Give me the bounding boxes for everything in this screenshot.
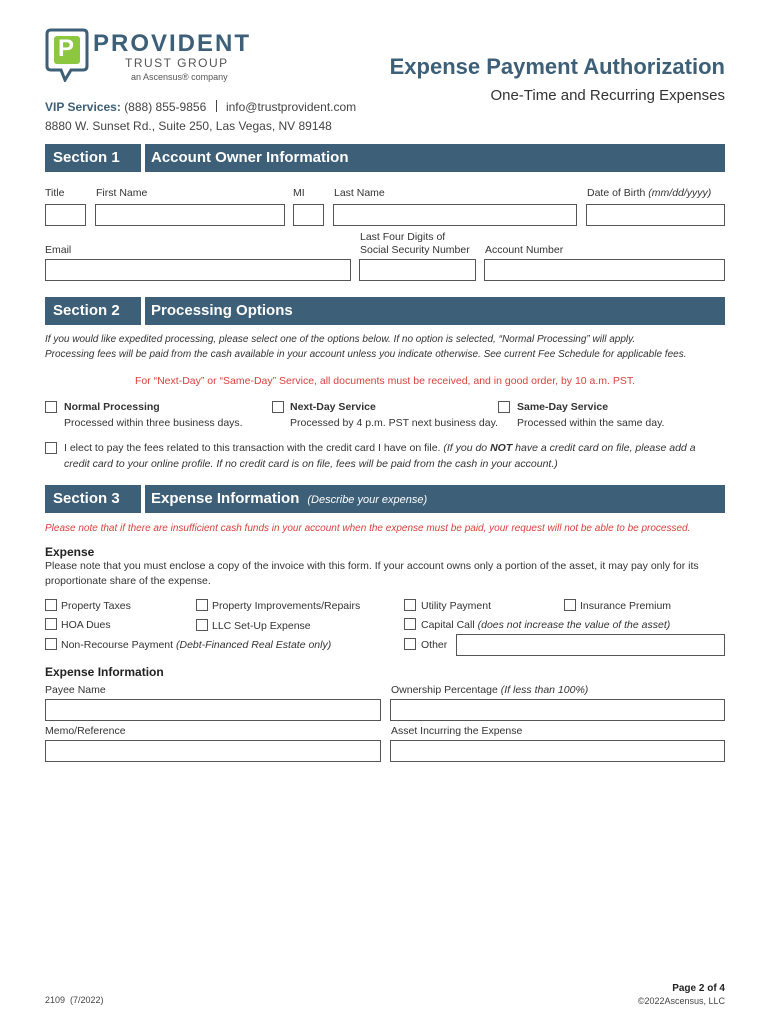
section-1-header	[45, 144, 725, 172]
ssn-label-line1: Last Four Digits of	[360, 231, 446, 243]
next-day-checkbox[interactable]	[272, 401, 284, 413]
hoa-dues-checkbox[interactable]	[45, 618, 57, 630]
logo-company: an Ascensus® company	[131, 72, 228, 82]
form-id: 2109 (7/2022)	[45, 995, 104, 1005]
expense-note-2: proportionate share of the expense.	[45, 575, 211, 587]
memo-label: Memo/Reference	[45, 725, 126, 737]
section-1-title: Account Owner Information	[145, 144, 725, 172]
non-recourse-label	[61, 639, 331, 651]
processing-intro-2: Processing fees will be paid from the cash available in your account unless you indicate otherwise. See current Fee Schedule for applicable fees.	[45, 349, 687, 360]
copyright: ©2022Ascensus, LLC	[637, 996, 725, 1006]
title-field[interactable]	[45, 204, 86, 226]
logo	[45, 28, 275, 84]
email-label: Email	[45, 244, 72, 256]
credit-card-text-b: (If you do	[443, 442, 491, 454]
insurance-premium-label: Insurance Premium	[580, 600, 672, 612]
last-name-label: Last Name	[334, 187, 385, 199]
page-number: Page 2 of 4	[672, 983, 725, 994]
utility-payment-label: Utility Payment	[421, 600, 492, 612]
account-number-field[interactable]	[484, 259, 725, 281]
non-recourse-note: (Debt-Financed Real Estate only)	[175, 639, 332, 651]
section-1-number: Section 1	[45, 144, 141, 172]
same-day-label: Same-Day Service	[517, 401, 609, 413]
logo-sub: TRUST GROUP	[125, 56, 229, 70]
llc-setup-label: LLC Set-Up Expense	[212, 620, 311, 632]
insurance-premium-checkbox[interactable]	[564, 599, 576, 611]
other-field[interactable]	[456, 634, 725, 656]
email-field[interactable]	[45, 259, 351, 281]
section-3-header	[45, 485, 725, 513]
property-taxes-label: Property Taxes	[61, 600, 131, 612]
section-3-desc: (Describe your expense)	[307, 494, 428, 506]
title-label: Title	[45, 187, 65, 199]
credit-card-text-c: have a credit card on file, please add a	[512, 442, 696, 454]
credit-card-line2: credit card to your online profile. If no credit card is on file, fees will be paid from the cash in your account.)	[64, 458, 558, 470]
property-improvements-label: Property Improvements/Repairs	[212, 600, 361, 612]
contact-line	[45, 100, 356, 114]
document-subtitle: One-Time and Recurring Expenses	[490, 87, 725, 104]
non-recourse-text: Non-Recourse Payment	[61, 639, 174, 651]
llc-setup-checkbox[interactable]	[196, 619, 208, 631]
memo-field[interactable]	[45, 740, 381, 762]
expense-note-1: Please note that you must enclose a copy of the invoice with this form. If your account owns only a portion of the asset, it may pay only for its	[45, 560, 699, 572]
processing-intro-1: If you would like expedited processing, please select one of the options below. If no option is selected, “Normal Processing” will apply.	[45, 334, 636, 345]
processing-notice: For “Next-Day” or “Same-Day” Service, all documents must be received, and in good order, by 10 a.m. PST.	[134, 375, 636, 387]
ownership-label	[391, 684, 588, 696]
insufficient-funds-warning: Please note that if there are insufficient cash funds in your account when the expense must be paid, your request will not be able to be processed.	[45, 523, 691, 534]
expense-heading: Expense	[45, 545, 95, 559]
last-name-field[interactable]	[333, 204, 577, 226]
dob-label	[587, 187, 711, 199]
ownership-note: (If less than 100%)	[500, 684, 589, 696]
capital-call-checkbox[interactable]	[404, 618, 416, 630]
credit-card-line1	[64, 442, 696, 454]
normal-processing-checkbox[interactable]	[45, 401, 57, 413]
capital-call-label	[421, 619, 670, 631]
contact-divider	[216, 100, 217, 112]
section-3-title: Expense Information	[151, 490, 300, 507]
next-day-label: Next-Day Service	[290, 401, 376, 413]
mi-field[interactable]	[293, 204, 324, 226]
other-label: Other	[421, 639, 448, 651]
capital-call-text: Capital Call	[421, 619, 475, 631]
expense-info-heading: Expense Information	[45, 665, 164, 679]
same-day-checkbox[interactable]	[498, 401, 510, 413]
payee-name-label: Payee Name	[45, 684, 106, 696]
contact-address: 8880 W. Sunset Rd., Suite 250, Las Vegas, NV 89148	[45, 119, 332, 133]
ownership-text: Ownership Percentage	[391, 684, 498, 696]
capital-call-note: (does not increase the value of the asset)	[477, 619, 671, 631]
first-name-label: First Name	[96, 187, 148, 199]
logo-letter: P	[58, 35, 75, 62]
credit-card-text-a: I elect to pay the fees related to this transaction with the credit card I have on file.	[64, 442, 444, 454]
dob-field[interactable]	[586, 204, 725, 226]
asset-field[interactable]	[390, 740, 725, 762]
section-2-header	[45, 297, 725, 325]
property-taxes-checkbox[interactable]	[45, 599, 57, 611]
account-number-label: Account Number	[485, 244, 564, 256]
first-name-field[interactable]	[95, 204, 285, 226]
property-improvements-checkbox[interactable]	[196, 599, 208, 611]
non-recourse-checkbox[interactable]	[45, 638, 57, 650]
document-title: Expense Payment Authorization	[389, 54, 725, 79]
other-checkbox[interactable]	[404, 638, 416, 650]
hoa-dues-label: HOA Dues	[61, 619, 111, 631]
vip-phone: (888) 855-9856	[124, 100, 207, 114]
logo-name: PROVIDENT	[93, 30, 252, 57]
asset-label: Asset Incurring the Expense	[391, 725, 523, 737]
section-2-title: Processing Options	[145, 297, 725, 325]
dob-format: (mm/dd/yyyy)	[648, 187, 712, 199]
next-day-desc: Processed by 4 p.m. PST next business day.	[290, 417, 498, 429]
vip-label: VIP Services:	[45, 100, 121, 114]
normal-processing-desc: Processed within three business days.	[64, 417, 243, 429]
contact-email[interactable]: info@trustprovident.com	[225, 100, 357, 114]
ssn-field[interactable]	[359, 259, 476, 281]
ownership-field[interactable]	[390, 699, 725, 721]
section-3-number: Section 3	[45, 485, 141, 513]
same-day-desc: Processed within the same day.	[517, 417, 665, 429]
section-3-title-bar	[145, 485, 725, 513]
utility-payment-checkbox[interactable]	[404, 599, 416, 611]
dob-label-text: Date of Birth	[587, 187, 646, 199]
credit-card-checkbox[interactable]	[45, 442, 57, 454]
mi-label: MI	[293, 187, 305, 199]
credit-card-not: NOT	[490, 442, 513, 454]
section-2-number: Section 2	[45, 297, 141, 325]
normal-processing-label: Normal Processing	[64, 401, 160, 413]
payee-name-field[interactable]	[45, 699, 381, 721]
ssn-label-line2: Social Security Number	[360, 244, 470, 256]
